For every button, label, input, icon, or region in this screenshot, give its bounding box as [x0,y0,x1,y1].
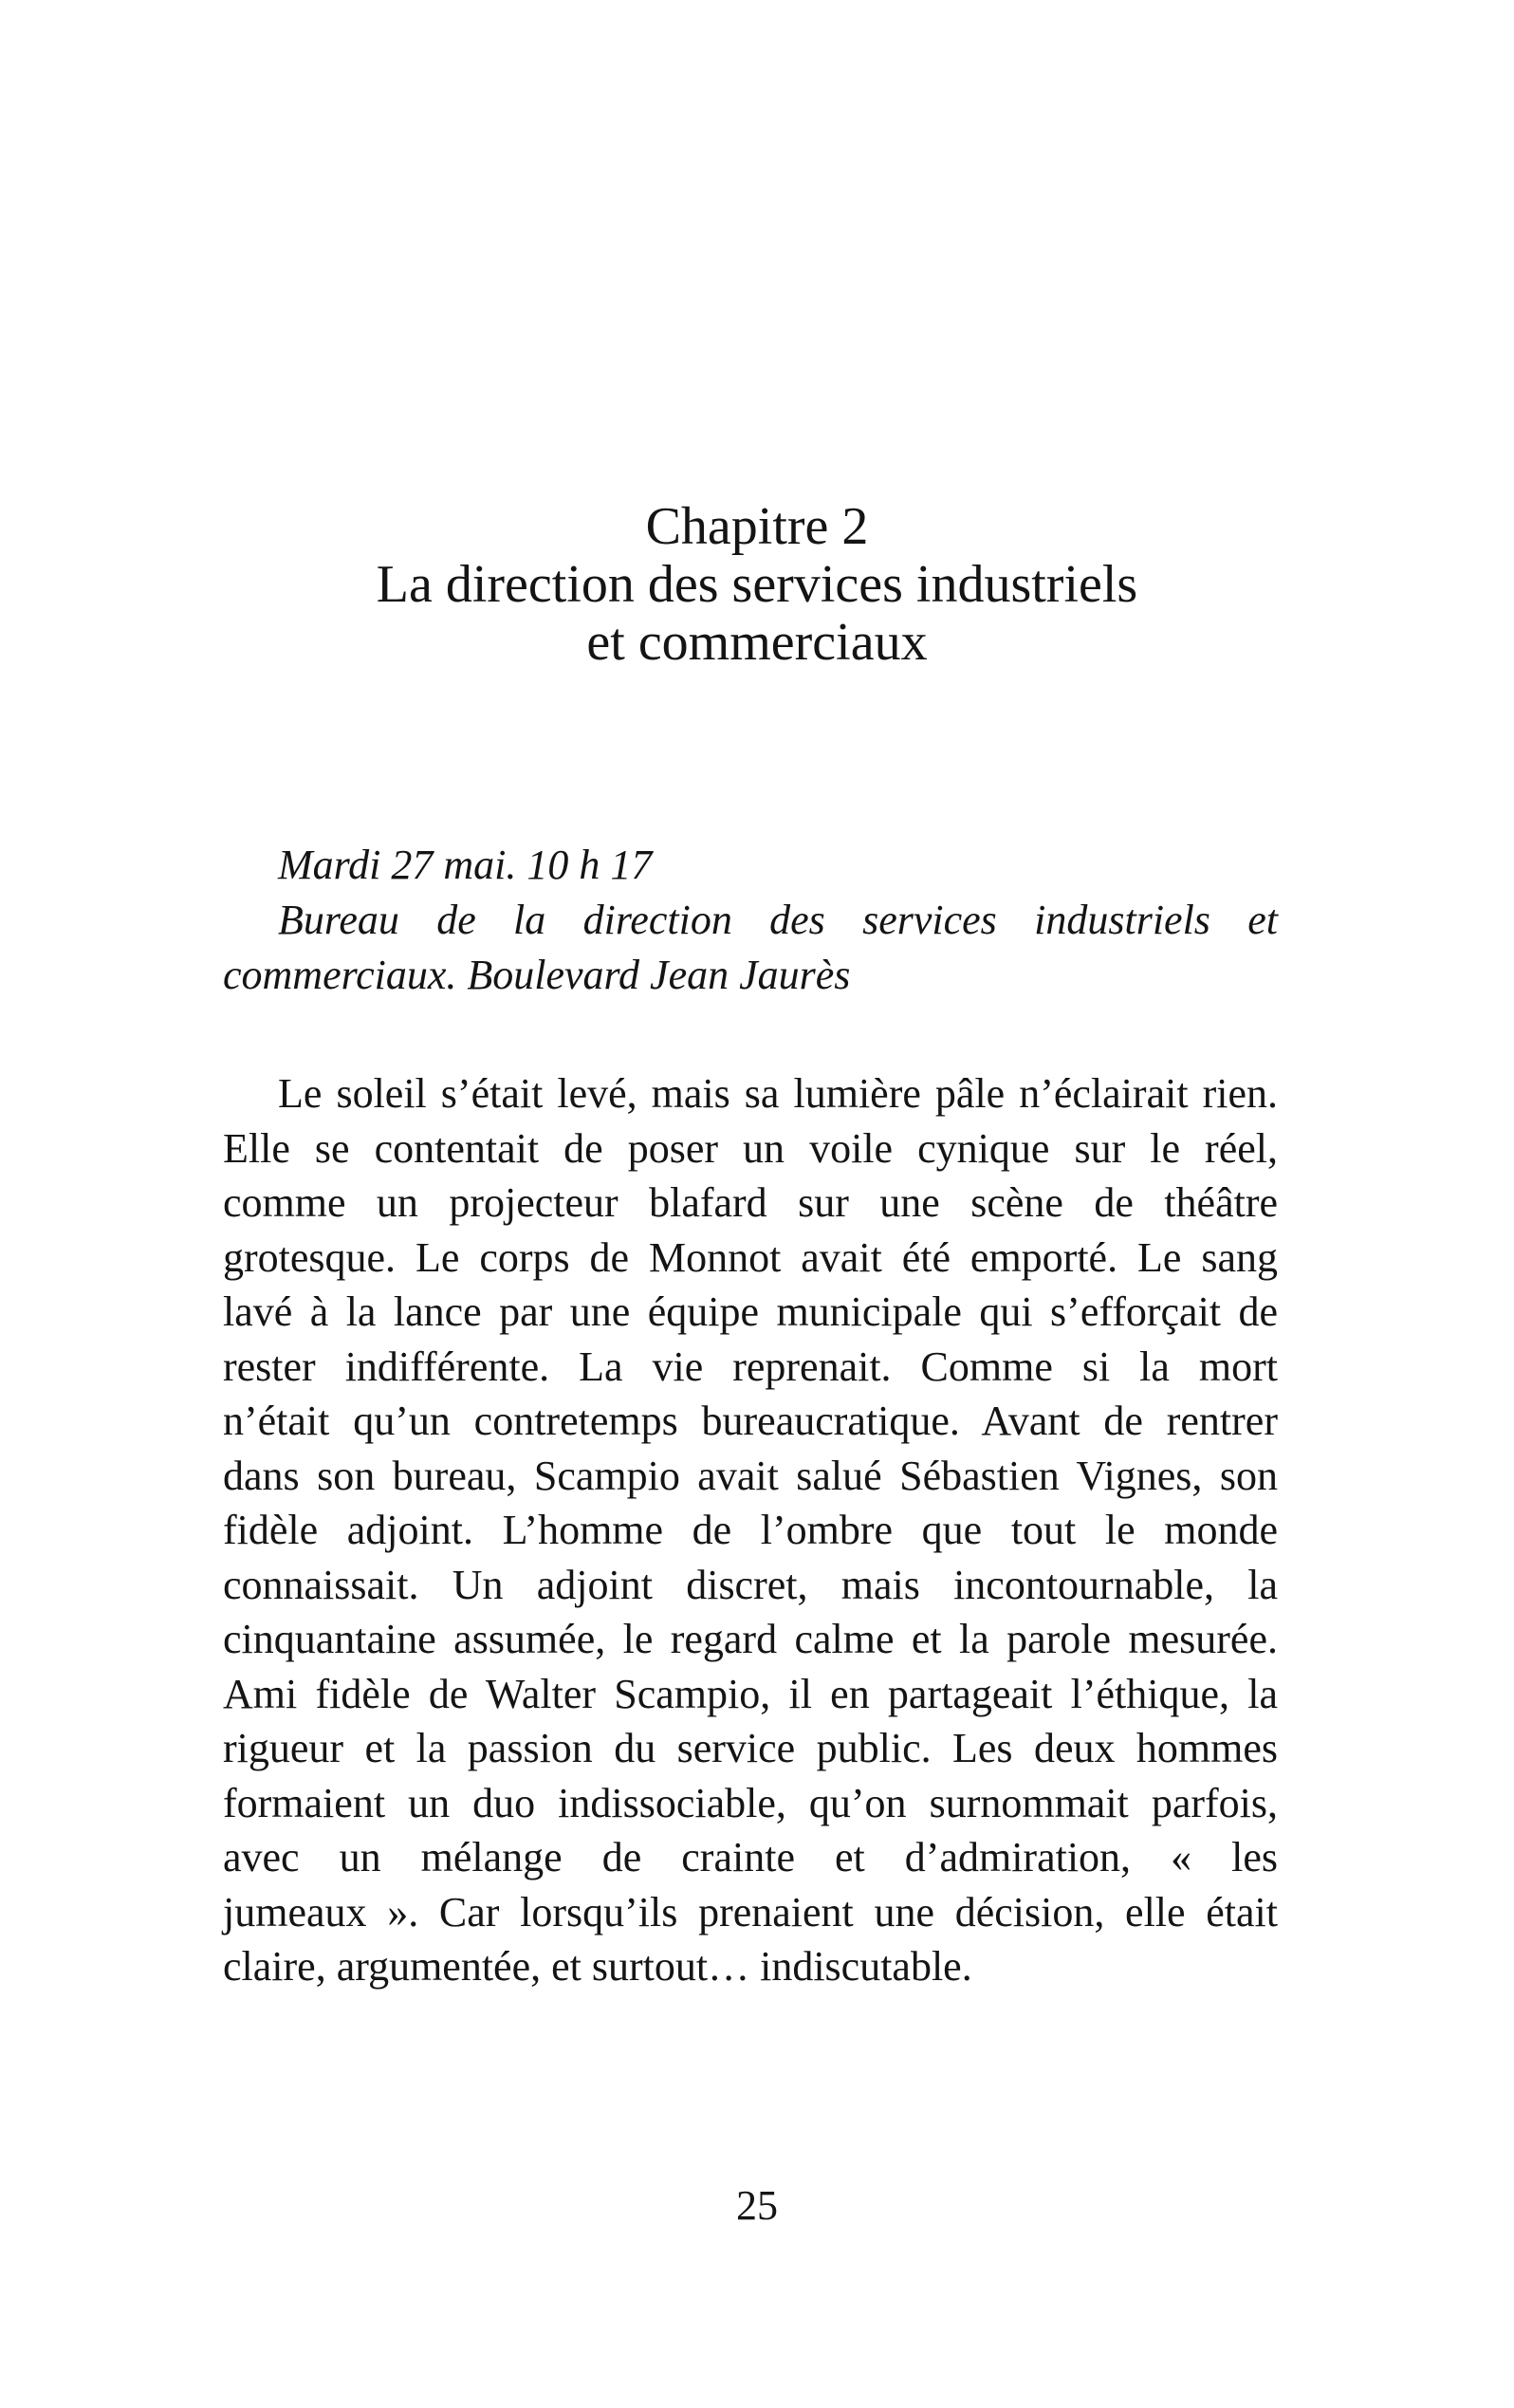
body-line: Elle se contentait de poser un voile cynique sur le réel, [223,1124,1278,1172]
body-line: lavé à la lance par une équipe municipale qui s’efforçait de [223,1288,1278,1335]
scene-location-line-1: Bureau de la direction des services industriels et [278,897,1278,943]
body-line: rester indifférente. La vie reprenait. Comme si la mort [223,1343,1278,1390]
body-paragraph [223,1066,1278,1994]
body-line: rigueur et la passion du service public. Les deux hommes [223,1725,1278,1771]
scene-datetime: Mardi 27 mai. 10 h 17 [278,842,653,888]
body-line: formaient un duo indissociable, qu’on surnommait parfois, [223,1779,1278,1826]
body-line: claire, argumentée, et surtout… indiscutable. [223,1943,972,1990]
body-line: comme un projecteur blafard sur une scène de théâtre [223,1179,1278,1226]
body-line: n’était qu’un contretemps bureaucratique. Avant de rentrer [223,1398,1278,1444]
body-line: jumeaux ». Car lorsqu’ils prenaient une décision, elle était [223,1888,1278,1936]
body-line: avec un mélange de crainte et d’admiration, « les [223,1834,1278,1880]
body-line: connaissait. Un adjoint discret, mais incontournable, la [223,1561,1278,1608]
chapter-title-line-2: et commerciaux [586,613,928,672]
body-line: fidèle adjoint. L’homme de l’ombre que tout le monde [223,1507,1278,1553]
scene-location-line-2: commerciaux. Boulevard Jean Jaurès [223,952,851,998]
body-line: Le soleil s’était levé, mais sa lumière pâle n’éclairait rien. [278,1070,1278,1117]
chapter-heading [0,498,1514,672]
chapter-title-line-1: La direction des services industriels [376,555,1138,614]
chapter-number: Chapitre 2 [645,497,869,556]
scene-header [223,838,1278,1003]
body-line: Ami fidèle de Walter Scampio, il en partageait l’éthique, la [223,1670,1278,1717]
page-number: 25 [736,2182,778,2229]
body-line: grotesque. Le corps de Monnot avait été emporté. Le sang [223,1233,1278,1281]
body-line: cinquantaine assumée, le regard calme et la parole mesurée. [223,1616,1278,1662]
body-line: dans son bureau, Scampio avait salué Sébastien Vignes, son [223,1452,1278,1499]
